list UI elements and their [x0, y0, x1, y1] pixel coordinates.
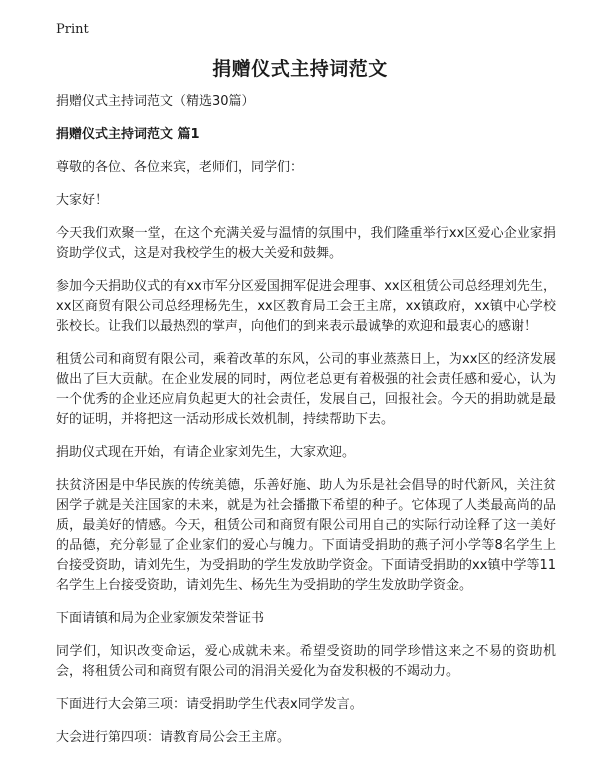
paragraph-guests: 参加今天捐助仪式的有xx市军分区爱国拥军促进会理事、xx区租赁公司总经理刘先生，xx区商贸有限公司总经理杨先生，xx区教育局工会王主席，xx镇政府，xx镇中心学校张校长。让我们以最热烈的掌声，向他们的到来表示最诚挚的欢迎和最衷心的感谢！ [56, 279, 556, 334]
paragraph-item-four: 大会进行第四项：请教育局公会王主席。 [56, 730, 291, 745]
paragraph-students: 同学们，知识改变命运，爱心成就未来。希望受资助的同学珍惜这来之不易的资助机会，将租赁公司和商贸有限公司的涓涓关爱化为奋发积极的不竭动力。 [56, 644, 556, 679]
paragraph-greeting: 大家好！ [56, 193, 109, 208]
paragraph-item-three: 下面进行大会第三项：请受捐助学生代表x同学发言。 [56, 697, 363, 712]
section-heading: 捐赠仪式主持词范文 篇1 [56, 127, 200, 142]
paragraph-ceremony-start: 捐助仪式现在开始，有请企业家刘先生，大家欢迎。 [56, 445, 356, 460]
page-title: 捐赠仪式主持词范文 [212, 58, 388, 80]
paragraph-salutation: 尊敬的各位、各位来宾，老师们，同学们： [56, 160, 304, 175]
document-body [56, 92, 556, 761]
paragraph-opening: 今天我们欢聚一堂，在这个充满关爱与温情的氛围中，我们隆重举行xx区爱心企业家捐资助学仪式，这是对我校学生的极大关爱和鼓舞。 [56, 226, 556, 261]
paragraph-certificate: 下面请镇和局为企业家颁发荣誉证书 [56, 611, 265, 626]
paragraph-companies: 租赁公司和商贸有限公司，乘着改革的东风，公司的事业蒸蒸日上，为xx区的经济发展做出了巨大贡献。在企业发展的同时，两位老总更有着极强的社会责任感和爱心，认为一个优秀的企业还应肩负起更大的社会责任，发展自己，回报社会。今天的捐助就是最好的证明，并将把这一活动形成长效机制，持续帮助下去。 [56, 352, 556, 427]
paragraph-donation: 扶贫济困是中华民族的传统美德，乐善好施、助人为乐是社会倡导的时代新风，关注贫困学子就是关注国家的未来，就是为社会播撒下希望的种子。它体现了人类最高尚的品质，最美好的情感。今天，租赁公司和商贸有限公司用自己的实际行动诠释了这一美好的品德，充分彰显了企业家们的爱心与魄力。下面请受捐助的燕子河小学等8名学生上台接受资助，请刘先生，为受捐助的学生发放助学资金。下面请受捐助的xx镇中学等11名学生上台接受资助，请刘先生、杨先生为受捐助的学生发放助学资金。 [56, 478, 556, 593]
document-subtitle: 捐赠仪式主持词范文（精选30篇） [56, 94, 255, 109]
print-link[interactable]: Print [56, 22, 89, 37]
